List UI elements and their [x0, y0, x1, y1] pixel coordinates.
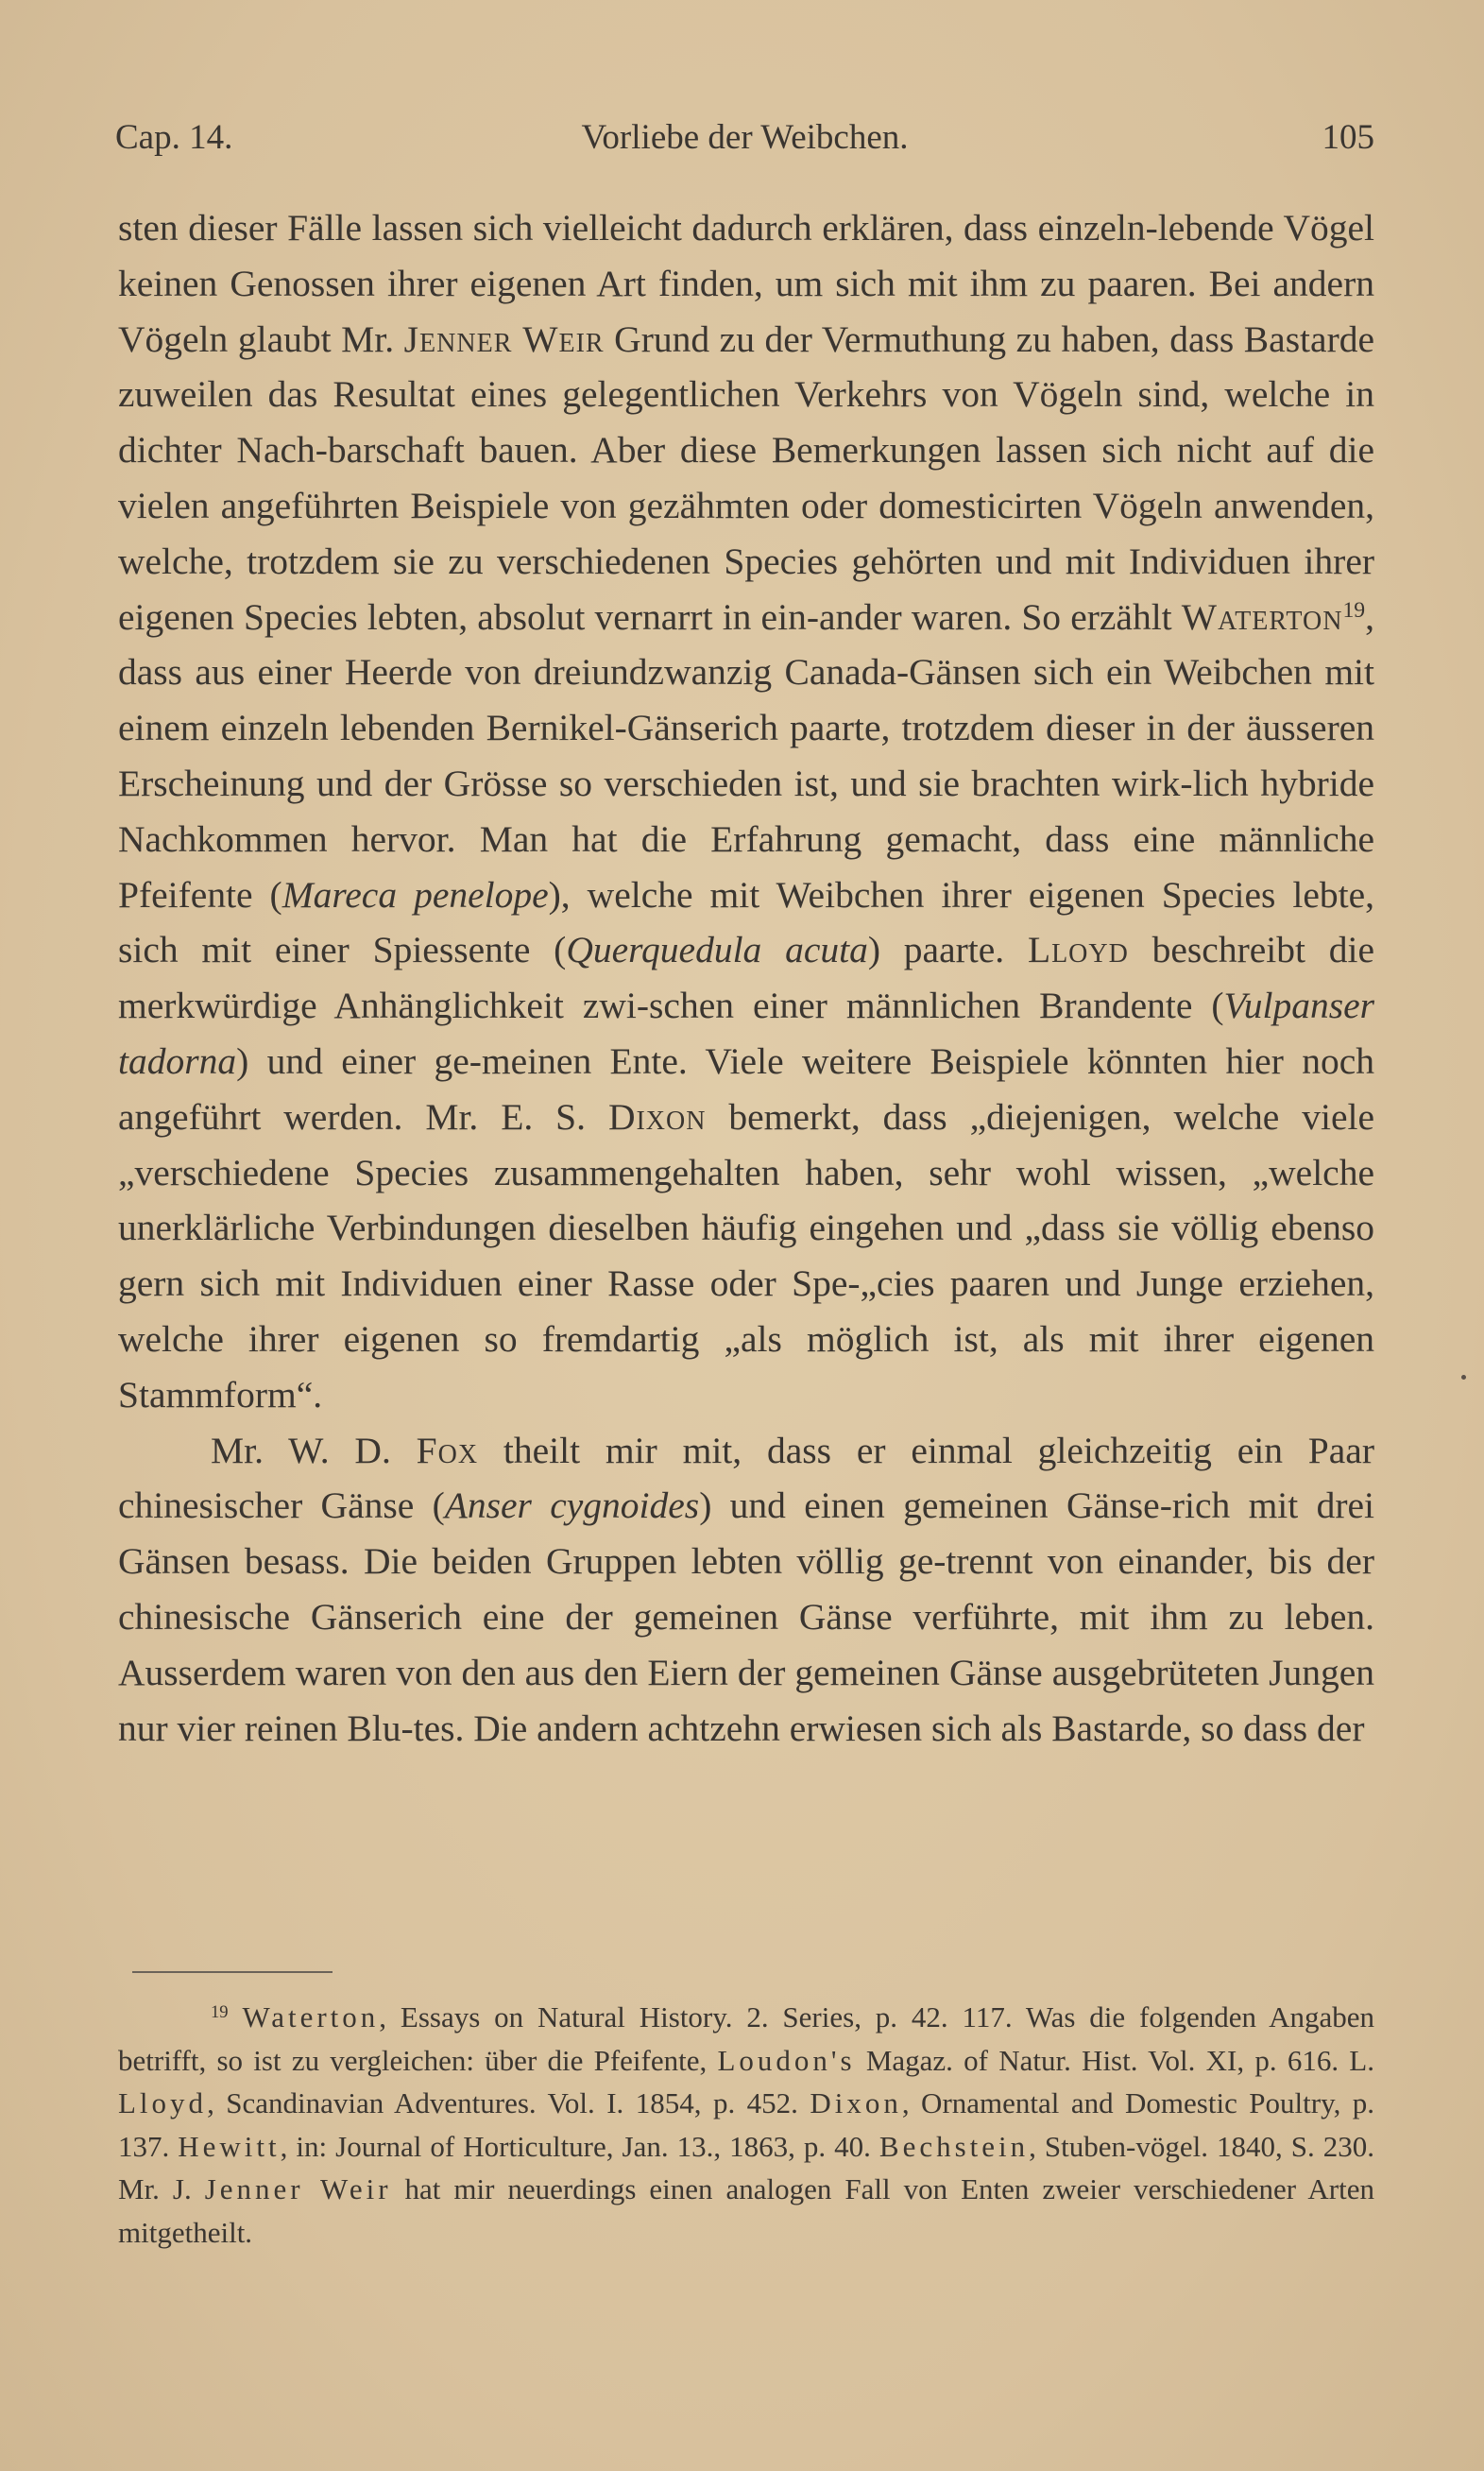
- running-title: Vorliebe der Weibchen.: [581, 118, 909, 157]
- text-run: , Stuben-vögel. 1840, S. 230. Mr. J.: [118, 2129, 1374, 2205]
- text-run: Magaz. of Natur. Hist. Vol. XI, p. 616. L.: [855, 2043, 1374, 2077]
- paper-speck: [1461, 1375, 1466, 1380]
- author-name: Hewitt: [178, 2129, 281, 2163]
- footnote-reference: 19: [1342, 597, 1366, 623]
- author-name: Dixon: [810, 2086, 902, 2119]
- author-name: Lloyd: [1027, 929, 1129, 971]
- text-run: beschreibt die merkwürdige Anhänglichkeit zwi-schen einer männlichen Brandente (: [118, 929, 1375, 1027]
- page-number: 105: [1322, 118, 1374, 157]
- species-name: Anser cygnoides: [444, 1484, 700, 1527]
- text-run: , dass aus einer Heerde von dreiundzwanzig Canada-Gänsen sich ein Weibchen mit einem einzeln lebenden Bernikel-Gänserich paarte, trotzdem dieser in der äusseren Erscheinung und der Grösse so verschieden ist, und sie brachten wirk-lich hybride Nachkommen hervor. Man hat die Erfahrung gemacht, dass eine männliche Pfeifente (: [118, 595, 1374, 916]
- text-run: Mr. W. D.: [211, 1429, 417, 1471]
- text-run: ) und einen gemeinen Gänse-rich mit drei Gänsen besass. Die beiden Gruppen lebten völlig ge-trennt von einander, bis der chinesische Gänserich eine der gemeinen Gänse verführte, mit ihm zu leben. Ausserdem waren von den aus den Eiern der gemeinen Gänse ausgebrüteten Jungen nur vier reinen Blu-tes. Die andern achtzehn erwiesen sich als Bastarde, so dass der: [118, 1484, 1374, 1749]
- author-name: Waterton: [1181, 595, 1343, 638]
- author-name: Dixon: [607, 1095, 707, 1138]
- text-run: , Ornamental and Domestic Poultry, p. 137.: [118, 2086, 1375, 2163]
- paragraph-2: [118, 1423, 1374, 1757]
- text-run: hat mir neuerdings einen analogen Fall von Enten zweier verschiedener Arten mitgetheilt.: [118, 2172, 1374, 2249]
- text-run: sten dieser Fälle lassen sich vielleicht dadurch erklären, dass einzeln-lebende Vögel keinen Genossen ihrer eigenen Art finden, um sich mit ihm zu paaren. Bei andern Vögeln glaubt Mr.: [118, 207, 1374, 360]
- author-name: Loudon's: [717, 2043, 856, 2077]
- text-run: bemerkt, dass „diejenigen, welche viele „verschiedene Species zusammengehalten haben, sehr wohl wissen, „welche unerklärliche Verbindungen dieselben häufig eingehen und „dass sie völlig ebenso gern sich mit Individuen einer Rasse oder Spe-„cies paaren und Junge erziehen, welche ihrer eigenen so fremdartig „als möglich ist, als mit ihrer eigenen Stammform“.: [118, 1095, 1374, 1416]
- paragraph-1: [118, 200, 1374, 1423]
- author-name: Fox: [416, 1429, 479, 1471]
- author-name: Jenner Weir: [403, 317, 605, 360]
- author-name: Lloyd: [118, 2086, 208, 2119]
- footnote-divider: [132, 1971, 333, 1973]
- text-run: ), welche mit Weibchen ihrer eigenen Species lebte, sich mit einer Spiessente (: [118, 873, 1374, 971]
- text-run: ) paarte.: [867, 929, 1028, 971]
- footnote-19: [118, 1996, 1374, 2254]
- chapter-label: Cap. 14.: [115, 118, 233, 157]
- text-run: , Essays on Natural History. 2. Series, p. 42. 117. Was die folgenden Angaben betrifft, so ist zu vergleichen: über die Pfeifente,: [118, 2000, 1375, 2077]
- author-name: Jenner Weir: [204, 2172, 392, 2205]
- species-name: Mareca penelope: [281, 873, 549, 916]
- text-run: ) und einer ge-meinen Ente. Viele weitere Beispiele könnten hier noch angeführt werden. Mr. E. S.: [118, 1039, 1374, 1138]
- text-run: , Scandinavian Adventures. Vol. I. 1854, p. 452.: [207, 2086, 810, 2119]
- text-run: theilt mir mit, dass er einmal gleichzeitig ein Paar chinesischer Gänse (: [118, 1429, 1374, 1527]
- text-run: , in: Journal of Horticulture, Jan. 13., 1863, p. 40.: [280, 2129, 879, 2163]
- author-name: Waterton: [242, 2000, 380, 2033]
- text-run: Grund zu der Vermuthung zu haben, dass Bastarde zuweilen das Resultat eines gelegentlichen Verkehrs von Vögeln sind, welche in dichter Nach-barschaft bauen. Aber diese Bemerkungen lassen sich nicht auf die vielen angeführten Beispiele von gezähmten oder domesticirten Vögeln anwenden, welche, trotzdem sie zu verschiedenen Species gehörten und mit Individuen ihrer eigenen Species lebten, absolut vernarrt in ein-ander waren. So erzählt: [118, 317, 1375, 638]
- species-name: Vulpanser tadorna: [118, 985, 1374, 1082]
- species-name: Querquedula acuta: [566, 929, 868, 971]
- footnote-number: 19: [211, 2001, 229, 2022]
- author-name: Bechstein: [878, 2129, 1030, 2163]
- running-header: [115, 117, 1374, 164]
- body-text: [118, 200, 1374, 1756]
